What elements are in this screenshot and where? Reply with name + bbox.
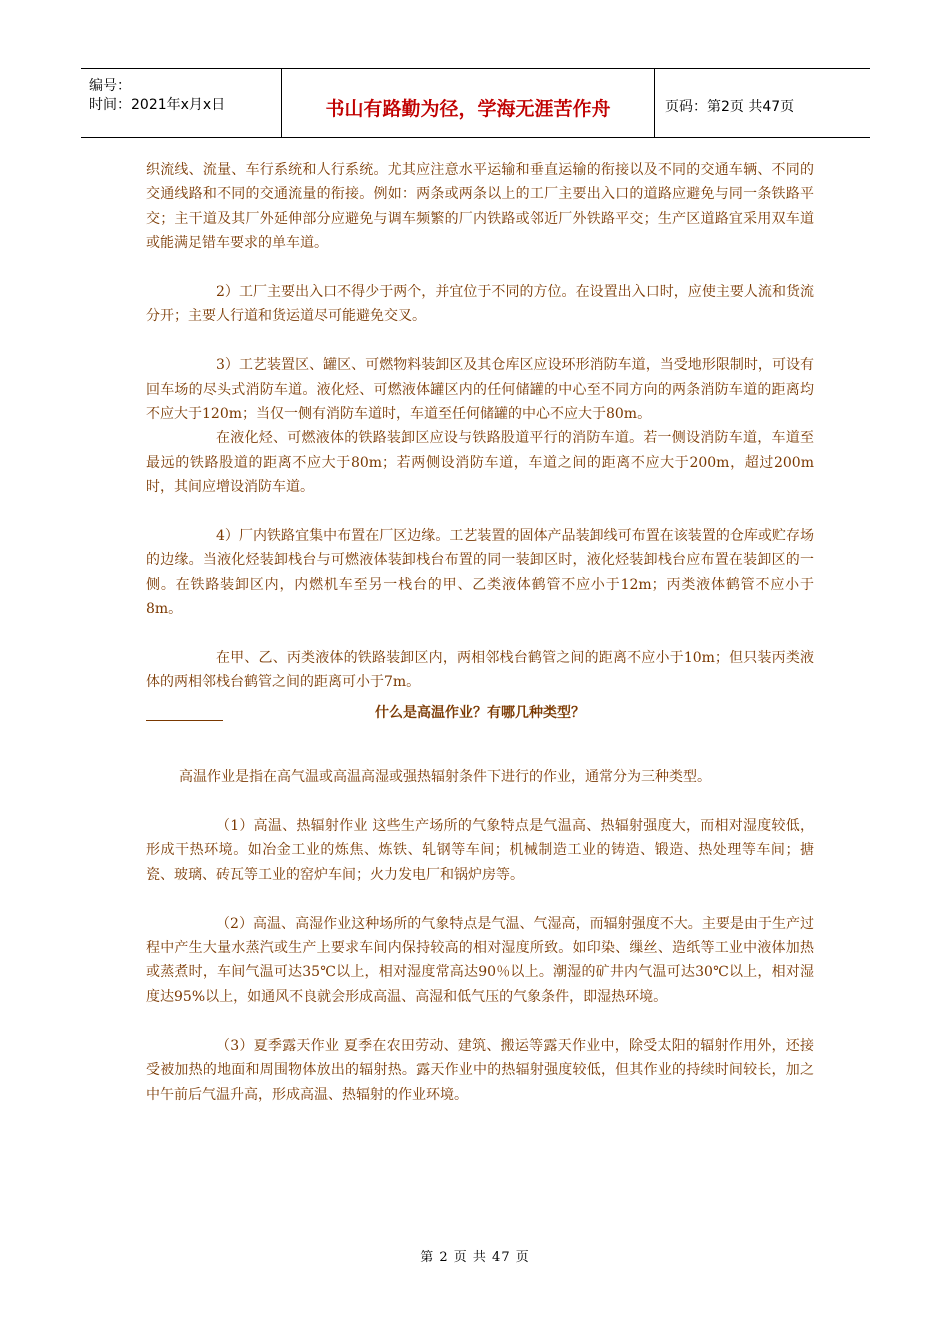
paragraph: 在甲、乙、丙类液体的铁路装卸区内，两相邻栈台鹤管之间的距离不应小于10m；但只装丙类液体的两相邻栈台鹤管之间的距离可小于7m。 <box>146 650 814 691</box>
header-motto-cell <box>282 69 655 137</box>
document-body <box>146 158 814 1107</box>
paragraph: （2）高温、高湿作业这种场所的气象特点是气温、气湿高，而辐射强度不大。主要是由于生产过程中产生大量水蒸汽或生产上要求车间内保持较高的相对湿度所致。如印染、缫丝、造纸等工业中液体加热或蒸煮时，车间气温可达35℃以上，相对湿度常高达90％以上。潮湿的矿井内气温可达30℃以上，相对湿度达95%以上，如通风不良就会形成高温、高湿和低气压的气象条件，即湿热环境。 <box>146 915 814 1005</box>
page-header <box>81 68 870 138</box>
document-date: 时间：2021年x月x日 <box>89 97 226 113</box>
paragraph: 4）厂内铁路宜集中布置在厂区边缘。工艺装置的固体产品装卸线可布置在该装置的仓库或贮存场的边缘。当液化烃装卸栈台与可燃液体装卸栈台布置的同一装卸区时，液化烃装卸栈台应布置在装卸区的一侧。在铁路装卸区内，内燃机车至另一栈台的甲、乙类液体鹤管不应小于12m；丙类液体鹤管不应小于8m。 <box>146 528 814 618</box>
header-page-info: 页码：第2页 共47页 <box>665 99 795 115</box>
paragraph: 在液化烃、可燃液体的铁路装卸区应设与铁路股道平行的消防车道。若一侧设消防车道，车道至最远的铁路股道的距离不应大于80m；若两侧设消防车道，车道之间的距离不应大于200m，超过200m时，其间应增设消防车道。 <box>146 430 814 496</box>
paragraph: （3）夏季露天作业 夏季在农田劳动、建筑、搬运等露天作业中，除受太阳的辐射作用外，还接受被加热的地面和周围物体放出的辐射热。露天作业中的热辐射强度较低，但其作业的持续时间较长，加之中午前后气温升高，形成高温、热辐射的作业环境。 <box>146 1037 814 1103</box>
paragraph: 2）工厂主要出入口不得少于两个，并宜位于不同的方位。在设置出入口时，应使主要人流和货流分开；主要人行道和货运道尽可能避免交叉。 <box>146 284 814 325</box>
section-heading-row <box>146 701 814 741</box>
header-page-cell <box>655 69 870 137</box>
paragraph: （1）高温、热辐射作业 这些生产场所的气象特点是气温高、热辐射强度大，而相对湿度较低，形成干热环境。如冶金工业的炼焦、炼铁、轧钢等车间；机械制造工业的铸造、锻造、热处理等车间；搪瓷、玻璃、砖瓦等工业的窑炉车间；火力发电厂和锅炉房等。 <box>146 818 814 883</box>
page-footer: 第 2 页 共 47 页 <box>420 1250 530 1265</box>
document-number-label: 编号： <box>89 78 131 94</box>
paragraph: 高温作业是指在高气温或高温高湿或强热辐射条件下进行的作业，通常分为三种类型。 <box>179 769 711 786</box>
header-motto: 书山有路勤为径，学海无涯苦作舟 <box>325 98 611 120</box>
header-meta-cell <box>81 69 282 137</box>
paragraph: 织流线、流量、车行系统和人行系统。尤其应注意水平运输和垂直运输的衔接以及不同的交通车辆、不同的交通线路和不同的交通流量的衔接。例如：两条或两条以上的工厂主要出入口的道路应避免与同一条铁路平交；主干道及其厂外延伸部分应避免与调车频繁的厂内铁路或邻近厂外铁路平交；生产区道路宜采用双车道或能满足错车要求的单车道。 <box>146 162 814 252</box>
section-heading: 什么是高温作业？有哪几种类型？ <box>375 704 585 721</box>
paragraph: 3）工艺装置区、罐区、可燃物料装卸区及其仓库区应设环形消防车道，当受地形限制时，可设有回车场的尽头式消防车道。液化烃、可燃液体罐区内的任何储罐的中心至不同方向的两条消防车道的距离均不应大于120m；当仅一侧有消防车道时，车道至任何储罐的中心不应大于80m。 <box>146 357 814 423</box>
